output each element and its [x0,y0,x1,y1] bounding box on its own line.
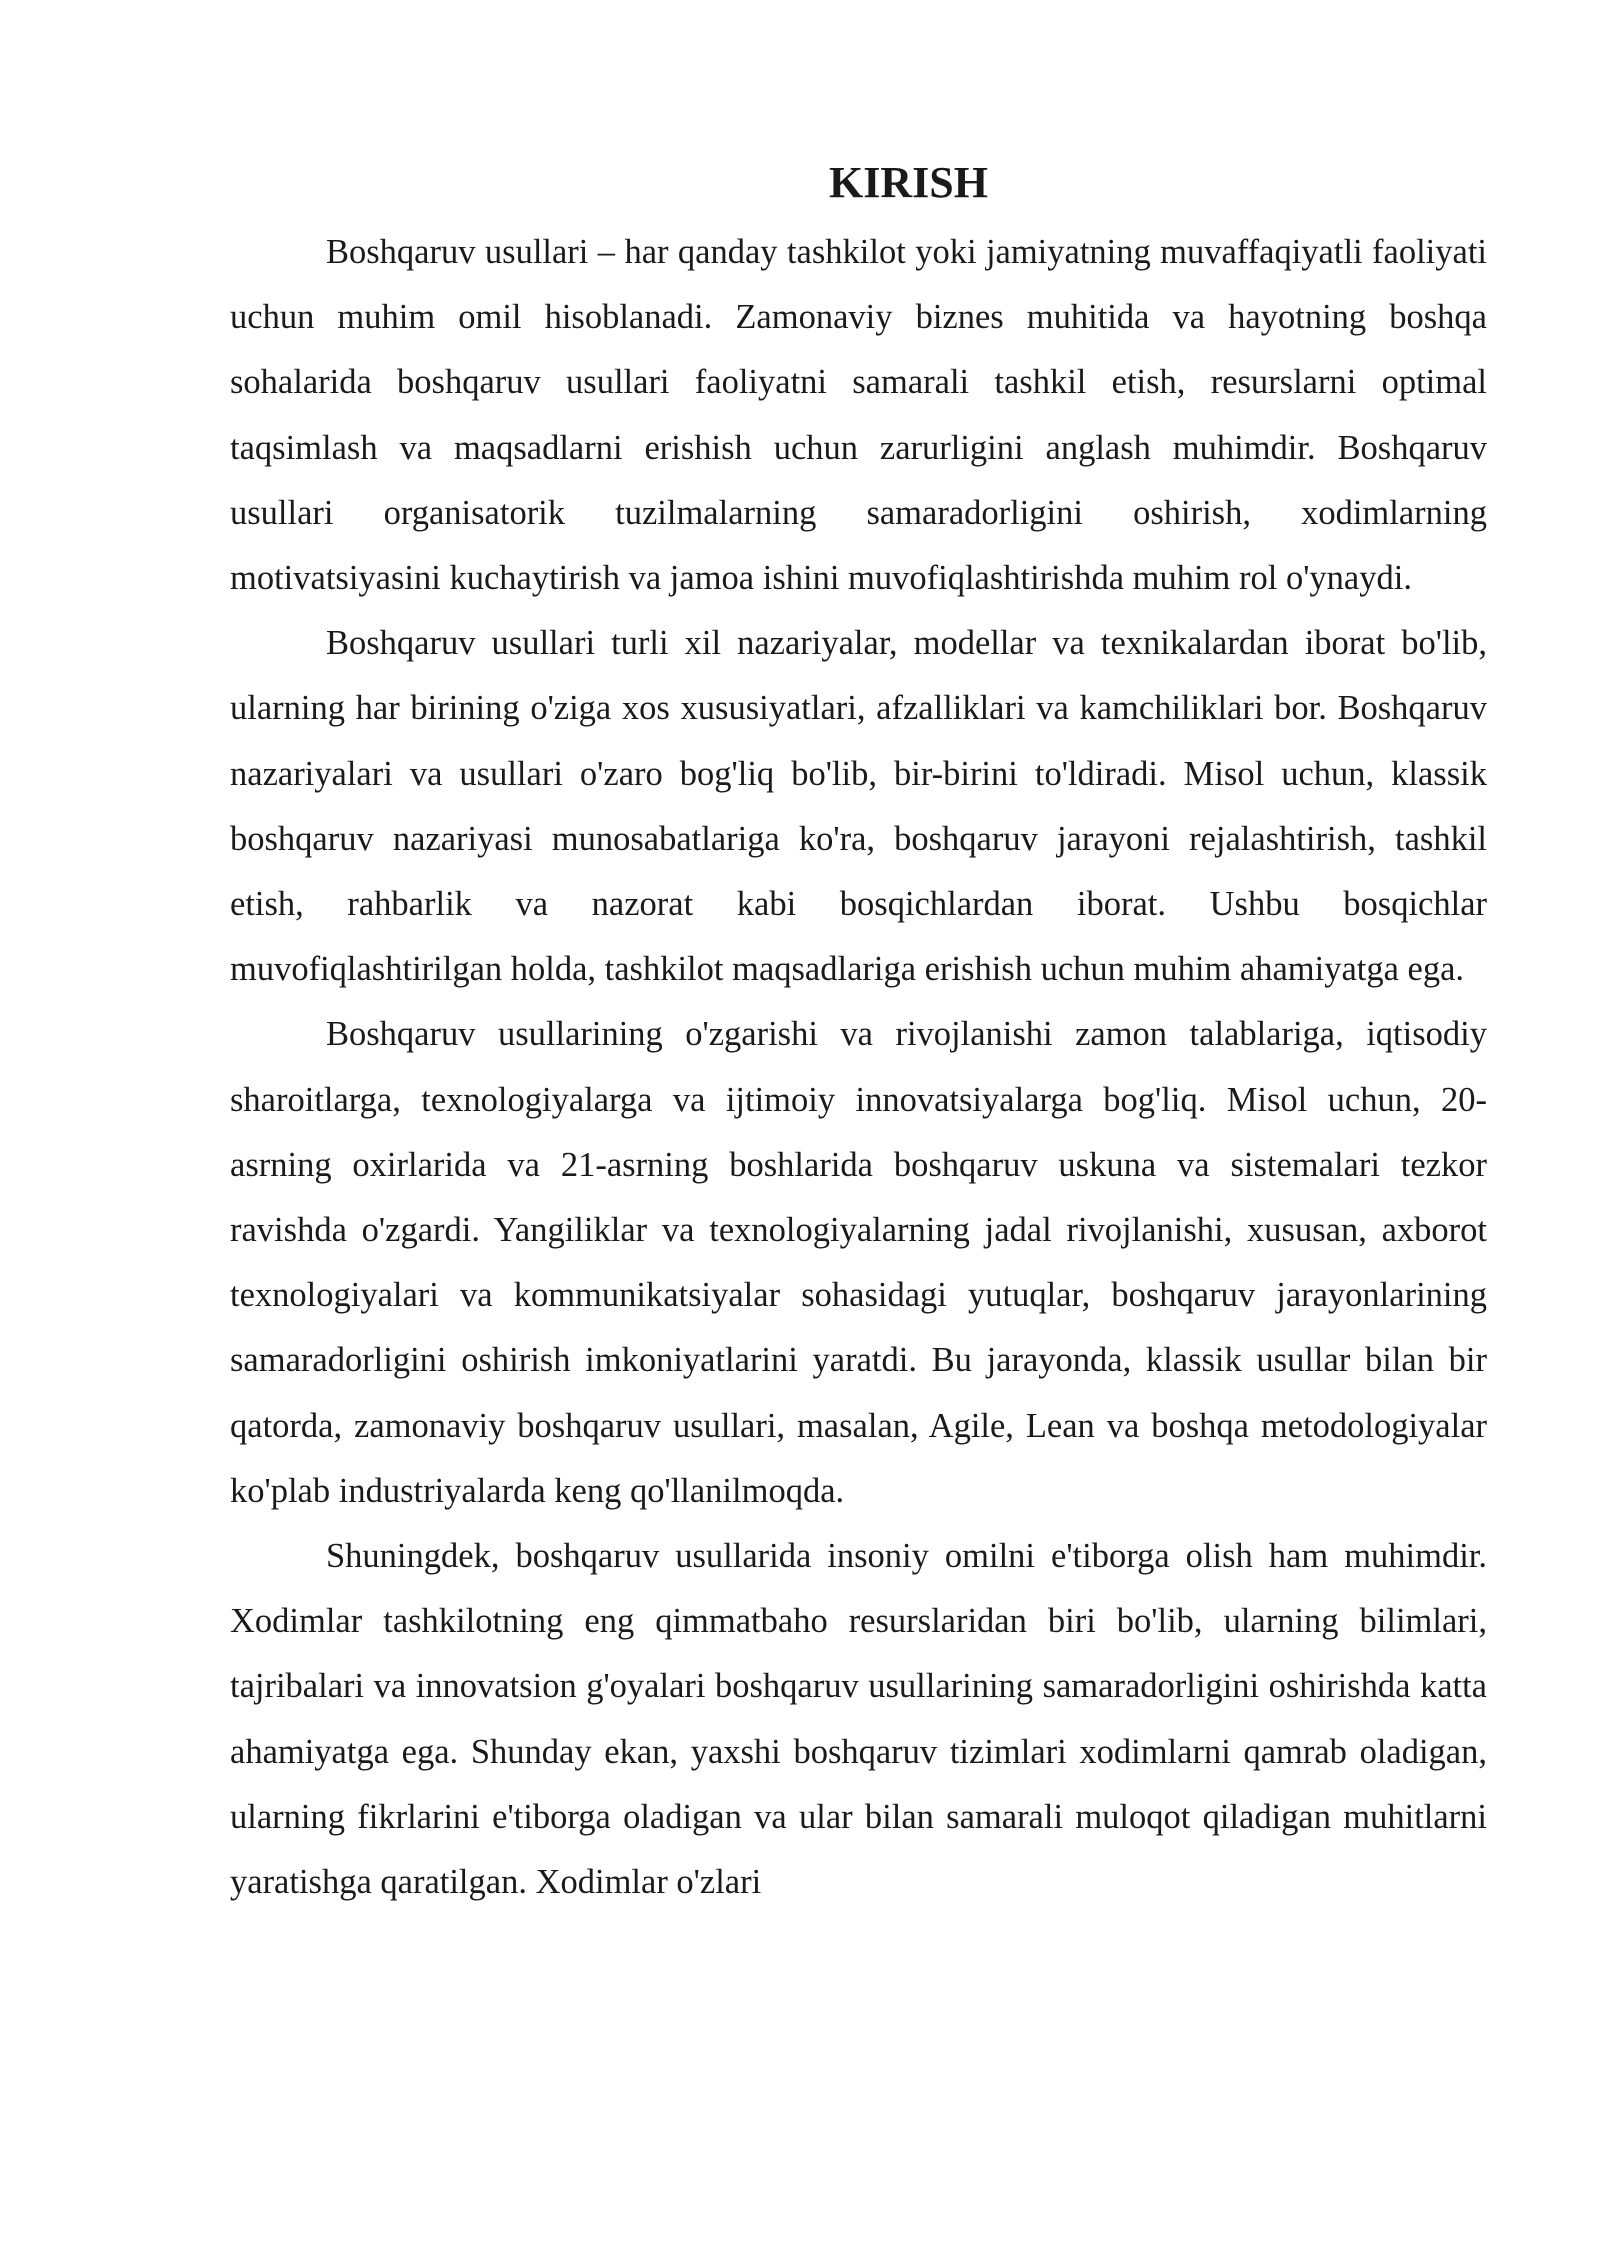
page-title: KIRISH [829,158,988,207]
paragraph-1: Boshqaruv usullari – har qanday tashkilot yoki jamiyatning muvaffaqiyatli faoliyati uchun muhim omil hisoblanadi. Zamonaviy biznes muhitida va hayotning boshqa sohalarida boshqaruv usullari faoliyatni samarali tashkil etish, resurslarni optimal taqsimlash va maqsadlarni erishish uchun zarurligini anglash muhimdir. Boshqaruv usullari organisatorik tuzilmalarning samaradorligini oshirish, xodimlarning motivatsiyasini kuchaytirish va jamoa ishini muvofiqlashtirishda muhim rol o'ynaydi. [230,233,1487,598]
paragraph-2: Boshqaruv usullari turli xil nazariyalar, modellar va texnikalardan iborat bo'lib, ularning har birining o'ziga xos xususiyatlari, afzalliklari va kamchiliklari bor. Boshqaruv nazariyalari va usullari o'zaro bog'liq bo'lib, bir-birini to'ldiradi. Misol uchun, klassik boshqaruv nazariyasi munosabatlariga ko'ra, boshqaruv jarayoni rejalashtirish, tashkil etish, rahbarlik va nazorat kabi bosqichlardan iborat. Ushbu bosqichlar muvofiqlashtirilgan holda, tashkilot maqsadlariga erishish uchun muhim ahamiyatga ega. [230,624,1487,989]
paragraph-4: Shuningdek, boshqaruv usullarida insoniy omilni e'tiborga olish ham muhimdir. Xodimlar tashkilotning eng qimmatbaho resurslaridan biri bo'lib, ularning bilimlari, tajribalari va innovatsion g'oyalari boshqaruv usullarining samaradorligini oshirishda katta ahamiyatga ega. Shunday ekan, yaxshi boshqaruv tizimlari xodimlarni qamrab oladigan, ularning fikrlarini e'tiborga oladigan va ular bilan samarali muloqot qiladigan muhitlarni yaratishga qaratilgan. Xodimlar o'zlari [230,1537,1487,1902]
paragraph-3: Boshqaruv usullarining o'zgarishi va rivojlanishi zamon talablariga, iqtisodiy sharoitlarga, texnologiyalarga va ijtimoiy innovatsiyalarga bog'liq. Misol uchun, 20-asrning oxirlarida va 21-asrning boshlarida boshqaruv uskuna va sistemalari tezkor ravishda o'zgardi. Yangiliklar va texnologiyalarning jadal rivojlanishi, xususan, axborot texnologiyalari va kommunikatsiyalar sohasidagi yutuqlar, boshqaruv jarayonlarining samaradorligini oshirish imkoniyatlarini yaratdi. Bu jarayonda, klassik usullar bilan bir qatorda, zamonaviy boshqaruv usullari, masalan, Agile, Lean va boshqa metodologiyalar ko'plab industriyalarda keng qo'llanilmoqda. [230,1015,1487,1510]
document-body [230,148,1487,1915]
